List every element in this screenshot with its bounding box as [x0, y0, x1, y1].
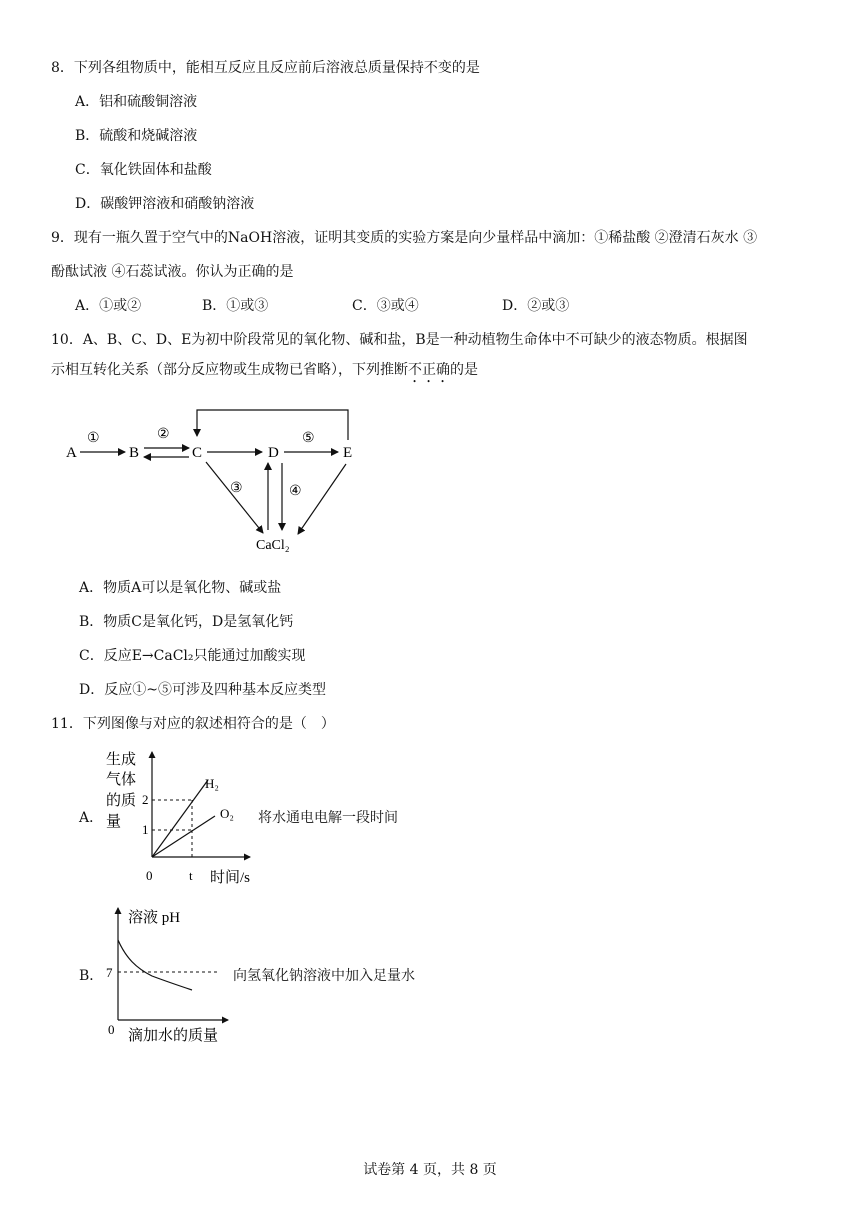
- q10-emphasis-not-correct: 不正确: [408, 362, 450, 378]
- graph-a-origin: 0: [146, 868, 153, 883]
- graph-a-label-o2: O₂: [220, 806, 234, 821]
- graph-a-ylabel-line3: 的质: [106, 793, 137, 809]
- arrow-e-cacl2: [298, 464, 346, 534]
- q11-option-a-letter: A．: [79, 810, 104, 826]
- label-reaction-1: ①: [87, 431, 100, 446]
- node-a: A: [66, 445, 77, 461]
- q11-stem: 11．下列图像与对应的叙述相符合的是（ ）: [51, 716, 335, 732]
- graph-a-series-h2: [152, 780, 208, 857]
- q11-graph-b: [100, 902, 240, 1046]
- q9-option-d: D．②或③: [502, 298, 570, 314]
- label-reaction-4: ④: [289, 484, 302, 499]
- graph-a-ylabel-line4: 量: [106, 814, 122, 830]
- q8-option-d: D．碳酸钾溶液和硝酸钠溶液: [75, 196, 255, 212]
- q11-option-a-desc: 将水通电电解一段时间: [258, 810, 398, 826]
- node-b: B: [129, 445, 140, 461]
- graph-b-xlabel: 滴加水的质量: [128, 1028, 219, 1044]
- graph-b-ylabel: 溶液 pH: [128, 910, 181, 926]
- node-d: D: [268, 445, 279, 461]
- q10-option-a: A．物质A可以是氧化物、碱或盐: [79, 580, 282, 596]
- q9-option-b: B．①或③: [202, 298, 269, 314]
- graph-a-label-h2: H₂: [205, 776, 219, 791]
- graph-a-ylabel-line1: 生成: [106, 752, 137, 768]
- graph-a-xtick-t: t: [189, 868, 193, 883]
- q11-option-b-letter: B．: [79, 968, 104, 984]
- graph-a-series-o2: [152, 816, 215, 857]
- q10-option-b: B．物质C是氧化钙，D是氢氧化钙: [79, 614, 294, 630]
- arrow-c-cacl2: [206, 462, 263, 533]
- q8-option-b: B．硫酸和烧碱溶液: [75, 128, 198, 144]
- q9-stem-line1: 9．现有一瓶久置于空气中的NaOH溶液，证明其变质的实验方案是向少量样品中滴加：①稀盐酸 ②澄清石灰水 ③: [51, 230, 758, 246]
- label-reaction-5: ⑤: [302, 431, 315, 446]
- q9-stem-line2: 酚酞试液 ④石蕊试液。你认为正确的是: [51, 264, 294, 280]
- q10-option-d: D．反应①~⑤可涉及四种基本反应类型: [79, 682, 326, 698]
- q10-reaction-diagram: [58, 404, 368, 559]
- q11-graph-a: [100, 744, 265, 890]
- q8-option-a: A．铝和硫酸铜溶液: [75, 94, 198, 110]
- node-e: E: [343, 445, 353, 461]
- arrow-e-c: [197, 410, 348, 440]
- q10-stem-line1: 10．A、B、C、D、E为初中阶段常见的氧化物、碱和盐，B是一种动植物生命体中不可缺少的液态物质。根据图: [51, 332, 748, 348]
- graph-a-ytick-2: 2: [142, 792, 149, 807]
- page-footer: 试卷第 4 页，共 8 页: [363, 1162, 497, 1178]
- q10-option-c: C．反应E→CaCl₂只能通过加酸实现: [79, 648, 306, 664]
- q8-option-c: C．氧化铁固体和盐酸: [75, 162, 212, 178]
- graph-b-ph-curve: [118, 940, 192, 990]
- q9-option-c: C．③或④: [352, 298, 419, 314]
- q10-stem-line2-c: 的是: [450, 362, 478, 378]
- node-c: C: [192, 445, 203, 461]
- q11-option-b-desc: 向氢氧化钠溶液中加入足量水: [233, 968, 415, 984]
- graph-b-ytick-7: 7: [106, 965, 113, 980]
- graph-a-ytick-1: 1: [142, 822, 149, 837]
- q9-option-a: A．①或②: [75, 298, 142, 314]
- graph-a-xlabel: 时间/s: [210, 870, 251, 886]
- graph-b-origin: 0: [108, 1022, 115, 1037]
- graph-a-ylabel-line2: 气体: [106, 772, 137, 788]
- q10-stem-line2: [51, 360, 478, 386]
- label-reaction-2: ②: [157, 427, 170, 442]
- q8-stem: 8．下列各组物质中，能相互反应且反应前后溶液总质量保持不变的是: [51, 60, 480, 76]
- node-cacl2: CaCl₂: [256, 538, 290, 553]
- q10-stem-line2-a: 示相互转化关系（部分反应物或生成物已省略），下列推断: [51, 362, 408, 378]
- label-reaction-3: ③: [230, 481, 243, 496]
